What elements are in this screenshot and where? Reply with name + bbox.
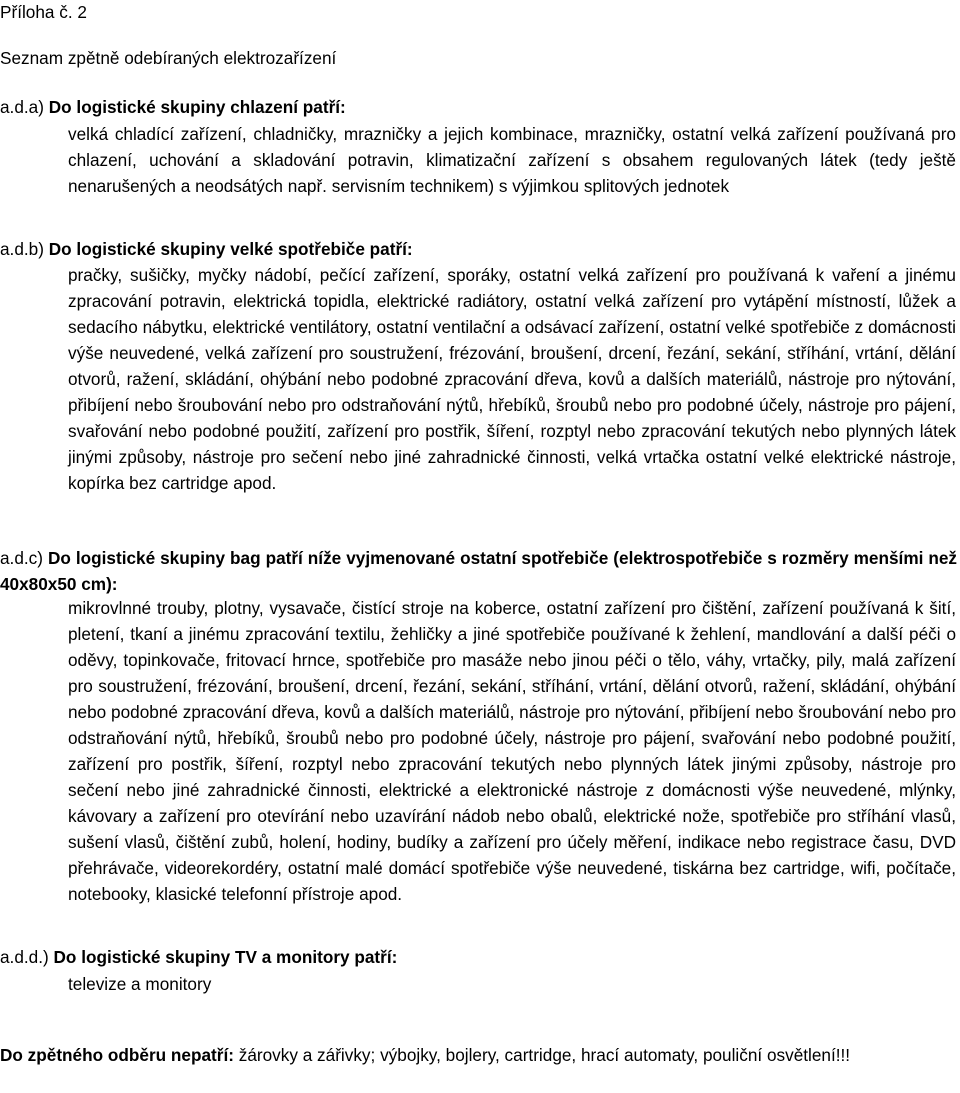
section-d-heading [0, 944, 397, 970]
section-a-title: Do logistické skupiny chlazení patří: [48, 97, 346, 117]
section-b-text: pračky, sušičky, myčky nádobí, pečící zařízení, sporáky, ostatní velká zařízení pro používaná k vaření a jinému zpracování potravin, elektrická topidla, elektrické radiátory, ostatní velká zařízení pro vytápění místností, lůžek a sedacího nábytku, elektrické ventilátory, ostatní ventilační a odsávací zařízení, ostatní velké spotřebiče z domácnosti výše neuvedené, velká zařízení pro soustružení, frézování, broušení, drcení, řezání, sekání, stříhání, vrtání, dělání otvorů, ražení, skládání, ohýbání nebo podobné zpracování dřeva, kovů a dalších materiálů, nástroje pro nýtování, přibíjení nebo šroubování nebo pro odstraňování nýtů, hřebíků, šroubů nebo pro podobné účely, nástroje pro pájení, svařování nebo podobné použití, zařízení pro postřik, šíření, rozptyl nebo zpracování tekutých nebo plynných látek jinými způsoby, nástroje pro sečení nebo jiné zahradnické činnosti, velká vrtačka ostatní velké elektrické nástroje, kopírka bez cartridge apod. [68, 265, 956, 493]
document-title: Seznam zpětně odebíraných elektrozařízení [0, 48, 337, 68]
exclusion-note [0, 1042, 957, 1068]
section-a-text: velká chladící zařízení, chladničky, mrazničky a jejich kombinace, mrazničky, ostatní velká zařízení používaná pro chlazení, uchování a skladování potravin, klimatizační zařízení s obsahem regulovaných látek (tedy ještě nenarušených a neodsátých např. servisním technikem) s výjimkou splitových jednotek [68, 124, 956, 196]
section-a-prefix: a.d.a) [0, 97, 44, 117]
section-c-text: mikrovlnné trouby, plotny, vysavače, čistící stroje na koberce, ostatní zařízení pro čištění, zařízení používaná k šití, pletení, tkaní a jinému zpracování textilu, žehličky a jiné spotřebiče používané k žehlení, mandlování a další péči o oděvy, topinkovače, fritovací hrnce, spotřebiče pro masáže nebo jinou péči o tělo, váhy, vrtačky, pily, malá zařízení pro soustružení, frézování, broušení, drcení, řezání, sekání, stříhání, vrtání, dělání otvorů, ražení, skládání, ohýbání nebo podobné zpracování dřeva, kovů a dalších materiálů, nástroje pro nýtování, přibíjení nebo šroubování nebo pro odstraňování nýtů, hřebíků, šroubů nebo pro podobné účely, nástroje pro pájení, svařování nebo podobné použití, zařízení pro postřik, šíření, rozptyl nebo zpracování tekutých nebo plynných látek jinými způsoby, nástroje pro sečení nebo jiné zahradnické činnosti, elektrické a elektronické nástroje z domácnosti výše neuvedené, mlýnky, kávovary a zařízení pro otevírání nebo uzavírání nádob nebo obalů, elektrické nože, spotřebiče pro stříhání vlasů, sušení vlasů, čištění zubů, holení, hodiny, budíky a zařízení pro účely měření, indikace nebo registrace času, DVD přehrávače, videorekordéry, ostatní malé domácí spotřebiče výše neuvedené, tiskárna bez cartridge, wifi, počítače, notebooky, klasické telefonní přístroje apod. [68, 598, 956, 904]
exclusion-heading: Do zpětného odběru nepatří: [0, 1045, 234, 1065]
exclusion-text: žárovky a zářivky; výbojky, bojlery, cartridge, hrací automaty, pouliční osvětlení!!! [238, 1045, 851, 1065]
section-c-prefix: a.d.c) [0, 548, 43, 568]
section-a-heading [0, 94, 346, 120]
section-b-heading [0, 236, 413, 262]
section-d-prefix: a.d.d.) [0, 947, 49, 967]
section-b-prefix: a.d.b) [0, 239, 44, 259]
appendix-label: Příloha č. 2 [0, 2, 87, 22]
section-d-text: televize a monitory [68, 974, 212, 994]
section-d-title: Do logistické skupiny TV a monitory patří: [53, 947, 398, 967]
section-c-heading [0, 545, 957, 597]
section-c-title: Do logistické skupiny bag patří níže vyjmenované ostatní spotřebiče (elektrospotřebiče s rozměry menšími než 40x80x50 cm): [0, 548, 957, 594]
section-b-title: Do logistické skupiny velké spotřebiče patří: [48, 239, 413, 259]
